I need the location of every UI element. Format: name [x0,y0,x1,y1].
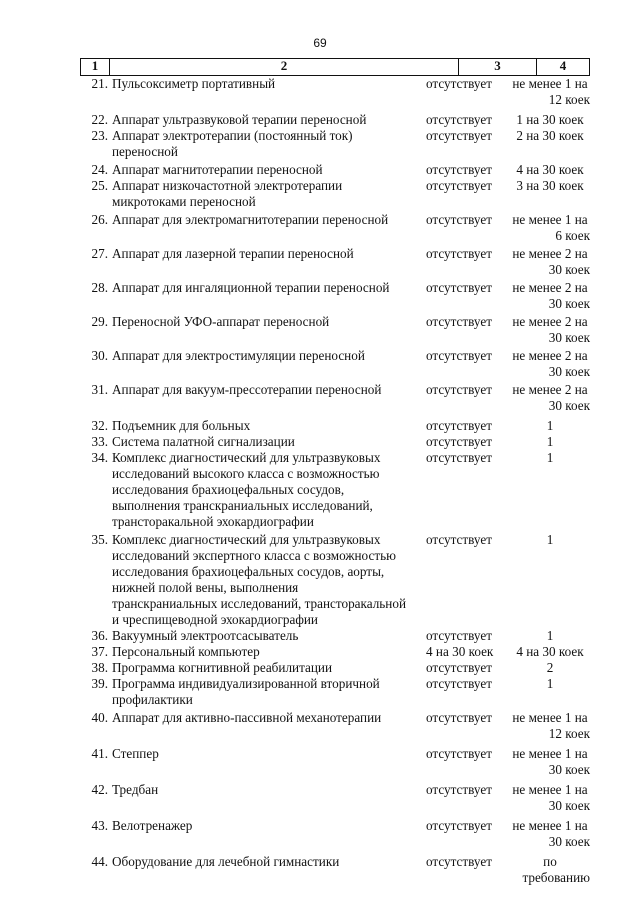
required-quantity-line: 1 [546,676,554,691]
required-quantity [510,246,590,278]
equipment-name [112,348,426,364]
row-number: 35. [91,532,108,547]
table-row [80,676,590,708]
equipment-name-line: переносной [112,144,178,159]
page-number: 69 [313,36,327,50]
table-row [80,450,590,530]
table-row [80,418,590,434]
equipment-name [112,178,426,210]
required-quantity [510,280,590,312]
table-row [80,782,590,814]
equipment-name [112,162,426,178]
required-quantity [510,676,590,692]
equipment-name-line: Аппарат ультразвуковой терапии переносной [112,112,367,127]
required-quantity [510,450,590,466]
equipment-name-line: Аппарат низкочастотной электротерапии [112,178,343,193]
equipment-name-line: Аппарат для электростимуляции переносной [112,348,365,363]
required-quantity-line: 4 на 30 коек [516,644,584,659]
table-row [80,280,590,312]
row-number: 21. [91,76,108,91]
row-number: 23. [91,128,108,143]
header-col-2: 2 [110,59,459,75]
row-number: 25. [91,178,108,193]
row-number: 32. [91,418,108,433]
current-quantity: отсутствует [426,628,492,643]
current-quantity: отсутствует [426,178,492,193]
required-quantity-line: 30 коек [548,798,590,813]
required-quantity-line: не менее 1 на [512,212,588,227]
required-quantity-line: 30 коек [548,834,590,849]
required-quantity-line: не менее 2 на [512,382,588,397]
equipment-name-line: трансторакальной эхокардиографии [112,514,314,529]
current-quantity: отсутствует [426,76,492,91]
row-number: 31. [91,382,108,397]
equipment-name [112,434,426,450]
table-row [80,746,590,778]
table-row [80,818,590,850]
equipment-name-line: исследования брахиоцефальных сосудов, [112,482,345,497]
equipment-name [112,450,426,530]
table-row [80,348,590,380]
required-quantity-line: 1 [546,418,554,433]
required-quantity [510,746,590,778]
required-quantity [510,76,590,108]
required-quantity-line: 4 на 30 коек [516,162,584,177]
required-quantity [510,628,590,644]
required-quantity [510,162,590,178]
row-number: 27. [91,246,108,261]
required-quantity-line: 30 коек [548,762,590,777]
required-quantity [510,178,590,194]
table-row [80,434,590,450]
equipment-name [112,128,426,160]
current-quantity: 4 на 30 коек [426,644,494,659]
current-quantity: отсутствует [426,348,492,363]
equipment-name [112,782,426,798]
equipment-name-line: Аппарат для лазерной терапии переносной [112,246,354,261]
equipment-name-line: нижней полой вены, выполнения [112,580,299,595]
equipment-name [112,314,426,330]
header-col-4: 4 [559,58,567,73]
current-quantity: отсутствует [426,314,492,329]
table-row [80,644,590,660]
required-quantity-line: 2 на 30 коек [516,128,584,143]
equipment-name-line: исследований экспертного класса с возможностью [112,548,396,563]
required-quantity-line: не менее 2 на [512,348,588,363]
equipment-name-line: Аппарат для вакуум-прессотерапии переносной [112,382,382,397]
current-quantity: отсутствует [426,418,492,433]
required-quantity-line: 12 коек [548,92,590,107]
equipment-name [112,818,426,834]
required-quantity [510,418,590,434]
row-number: 34. [91,450,108,465]
equipment-name-line: исследований высокого класса с возможностью [112,466,380,481]
current-quantity: отсутствует [426,854,492,869]
row-number: 38. [91,660,108,675]
equipment-name-line: выполнения транскраниальных исследований, [112,498,373,513]
equipment-name [112,854,426,870]
current-quantity: отсутствует [426,782,492,797]
current-quantity: отсутствует [426,212,492,227]
equipment-table [80,58,590,886]
required-quantity [510,348,590,380]
required-quantity-line: 30 коек [548,296,590,311]
equipment-name [112,660,426,676]
table-row [80,660,590,676]
table-row [80,178,590,210]
table-row [80,382,590,414]
equipment-name-line: микротоками переносной [112,194,256,209]
equipment-name-line: Аппарат для ингаляционной терапии переносной [112,280,390,295]
row-number: 42. [91,782,108,797]
required-quantity [510,314,590,346]
table-row [80,128,590,160]
current-quantity: отсутствует [426,128,492,143]
current-quantity: отсутствует [426,676,492,691]
current-quantity: отсутствует [426,660,492,675]
required-quantity [510,112,590,128]
header-col-3: 3 [459,59,537,75]
equipment-name [112,710,426,726]
equipment-name-line: транскраниальных исследований, трансторакальной [112,596,407,611]
current-quantity: отсутствует [426,710,492,725]
table-row [80,532,590,628]
equipment-name-line: и чреспищеводной эхокардиографии [112,612,318,627]
required-quantity-line: не менее 1 на [512,818,588,833]
row-number: 37. [91,644,108,659]
required-quantity-line: не менее 1 на [512,710,588,725]
table-row [80,162,590,178]
current-quantity: отсутствует [426,246,492,261]
required-quantity [510,710,590,742]
required-quantity [510,854,590,886]
required-quantity-line: требованию [522,870,590,885]
row-number: 33. [91,434,108,449]
equipment-name-line: Вакуумный электроотсасыватель [112,628,299,643]
current-quantity: отсутствует [426,450,492,465]
required-quantity [510,818,590,850]
row-number: 28. [91,280,108,295]
row-number: 36. [91,628,108,643]
equipment-name-line: Переносной УФО-аппарат переносной [112,314,330,329]
equipment-name-line: Аппарат магнитотерапии переносной [112,162,323,177]
equipment-name-line: Подъемник для больных [112,418,251,433]
current-quantity: отсутствует [426,532,492,547]
required-quantity-line: не менее 2 на [512,314,588,329]
required-quantity-line: 30 коек [548,398,590,413]
required-quantity-line: по [543,854,557,869]
required-quantity-line: 30 коек [548,330,590,345]
equipment-name-line: Аппарат для электромагнитотерапии переносной [112,212,389,227]
required-quantity [510,532,590,548]
table-row [80,710,590,742]
row-number: 26. [91,212,108,227]
table-row [80,212,590,244]
equipment-name-line: Аппарат электротерапии (постоянный ток) [112,128,353,143]
required-quantity [510,434,590,450]
current-quantity: отсутствует [426,434,492,449]
equipment-name-line: Степпер [112,746,159,761]
required-quantity [510,644,590,660]
table-row [80,854,590,886]
equipment-name [112,280,426,296]
equipment-name [112,76,426,92]
required-quantity-line: не менее 2 на [512,280,588,295]
required-quantity-line: 1 [546,628,554,643]
row-number: 22. [91,112,108,127]
required-quantity-line: 1 [546,450,554,465]
equipment-name [112,746,426,762]
equipment-name-line: Комплекс диагностический для ультразвуковых [112,532,381,547]
required-quantity-line: 1 [546,434,554,449]
equipment-name [112,382,426,398]
equipment-name-line: Система палатной сигнализации [112,434,295,449]
current-quantity: отсутствует [426,818,492,833]
required-quantity-line: 1 [546,532,554,547]
row-number: 24. [91,162,108,177]
required-quantity [510,782,590,814]
equipment-name [112,532,426,628]
row-number: 39. [91,676,108,691]
equipment-name [112,676,426,708]
equipment-name-line: Персональный компьютер [112,644,260,659]
current-quantity: отсутствует [426,382,492,397]
table-row [80,112,590,128]
row-number: 44. [91,854,108,869]
required-quantity-line: 2 [546,660,554,675]
current-quantity: отсутствует [426,280,492,295]
equipment-name [112,418,426,434]
required-quantity-line: 1 на 30 коек [516,112,584,127]
required-quantity-line: не менее 2 на [512,246,588,261]
row-number: 30. [91,348,108,363]
table-body [80,76,590,886]
required-quantity-line: 6 коек [555,228,590,243]
required-quantity [510,128,590,144]
equipment-name-line: Аппарат для активно-пассивной механотерапии [112,710,382,725]
current-quantity: отсутствует [426,162,492,177]
equipment-name-line: исследования брахиоцефальных сосудов, аорты, [112,564,385,579]
header-col-1: 1 [81,59,110,75]
required-quantity-line: не менее 1 на [512,746,588,761]
required-quantity [510,382,590,414]
table-row [80,314,590,346]
equipment-name-line: Программа когнитивной реабилитации [112,660,333,675]
equipment-name-line: Тредбан [112,782,159,797]
table-row [80,628,590,644]
required-quantity-line: не менее 1 на [512,782,588,797]
equipment-name-line: Оборудование для лечебной гимнастики [112,854,340,869]
table-row [80,246,590,278]
table-header [80,58,590,76]
equipment-name-line: профилактики [112,692,193,707]
equipment-name [112,212,426,228]
equipment-name-line: Программа индивидуализированной вторичной [112,676,380,691]
row-number: 43. [91,818,108,833]
equipment-name [112,628,426,644]
required-quantity-line: 3 на 30 коек [516,178,584,193]
current-quantity: отсутствует [426,746,492,761]
current-quantity: отсутствует [426,112,492,127]
required-quantity-line: не менее 1 на [512,76,588,91]
row-number: 40. [91,710,108,725]
equipment-name-line: Велотренажер [112,818,193,833]
equipment-name [112,246,426,262]
row-number: 41. [91,746,108,761]
equipment-name [112,112,426,128]
equipment-name [112,644,426,660]
required-quantity-line: 12 коек [548,726,590,741]
required-quantity-line: 30 коек [548,262,590,277]
required-quantity-line: 30 коек [548,364,590,379]
equipment-name-line: Комплекс диагностический для ультразвуковых [112,450,381,465]
required-quantity [510,212,590,244]
table-row [80,76,590,108]
equipment-name-line: Пульсоксиметр портативный [112,76,276,91]
required-quantity [510,660,590,676]
row-number: 29. [91,314,108,329]
